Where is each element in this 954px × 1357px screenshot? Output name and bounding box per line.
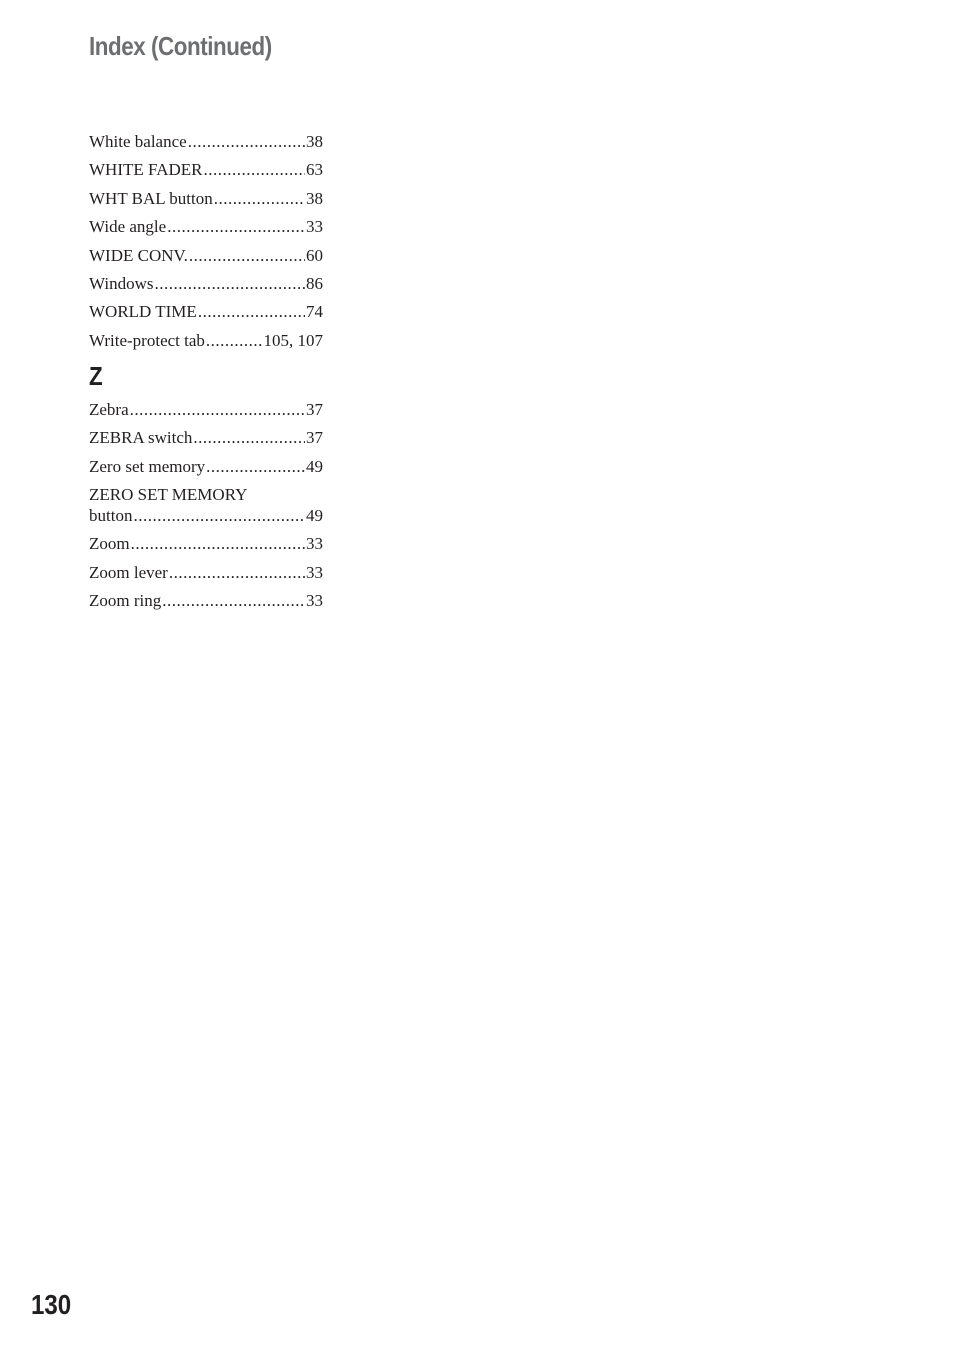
index-term: ZERO SET MEMORY [89,484,248,504]
index-pages: 37 [306,428,323,448]
index-pages: 60 [306,245,323,265]
dot-leader [169,562,305,583]
index-pages: 49 [306,505,323,525]
dot-leader [206,456,305,477]
index-entry [89,273,323,294]
dot-leader [133,505,305,526]
index-entry [89,533,323,554]
index-pages: 33 [306,591,323,611]
dot-leader [154,273,305,294]
index-term: WHT BAL button [89,188,213,208]
index-term: Zero set memory [89,456,206,476]
index-term: Zebra [89,399,129,419]
index-entry [89,131,323,152]
dot-leader [214,188,305,209]
dot-leader [130,399,305,420]
index-term: Zoom lever [89,562,168,582]
index-pages: 33 [306,562,323,582]
index-term: WORLD TIME [89,302,197,322]
index-pages: 37 [306,399,323,419]
index-term-continuation-row [89,505,323,526]
index-term: ZEBRA switch [89,428,193,448]
index-pages: 38 [306,132,323,151]
index-term: WHITE FADER [89,160,203,180]
index-term-continued: button [89,505,133,525]
index-term: Wide angle [89,217,167,237]
index-pages: 105, 107 [263,330,323,350]
index-entry [89,301,323,322]
index-entry [89,590,323,611]
index-pages: 63 [306,160,323,180]
index-entry [89,188,323,209]
index-term: White balance [89,132,187,151]
index-entry [89,245,323,266]
section-letter-heading: Z [89,360,103,391]
index-column [89,131,323,618]
index-entry [89,159,323,180]
index-pages: 86 [306,273,323,293]
index-term: WIDE CONV. [89,245,188,265]
index-entry [89,399,323,420]
dot-leader [206,330,263,351]
index-entry [89,330,323,351]
index-pages: 49 [306,456,323,476]
page-title: Index (Continued) [89,31,272,61]
index-term: Write-protect tab [89,330,205,350]
dot-leader [167,216,305,237]
dot-leader [203,159,305,180]
index-entry [89,562,323,583]
dot-leader [189,245,305,266]
index-term: Zoom [89,534,130,554]
dot-leader [198,301,305,322]
page-number: 130 [31,1289,72,1320]
index-term: Zoom ring [89,591,162,611]
index-pages: 33 [306,534,323,554]
dot-leader [162,590,305,611]
index-pages: 74 [306,302,323,322]
index-entry [89,484,323,526]
dot-leader [131,533,305,554]
index-pages: 33 [306,217,323,237]
dot-leader [188,131,305,152]
index-term: Windows [89,273,154,293]
index-entry [89,456,323,477]
dot-leader [193,427,305,448]
index-entry [89,216,323,237]
index-entry [89,427,323,448]
index-pages: 38 [306,188,323,208]
